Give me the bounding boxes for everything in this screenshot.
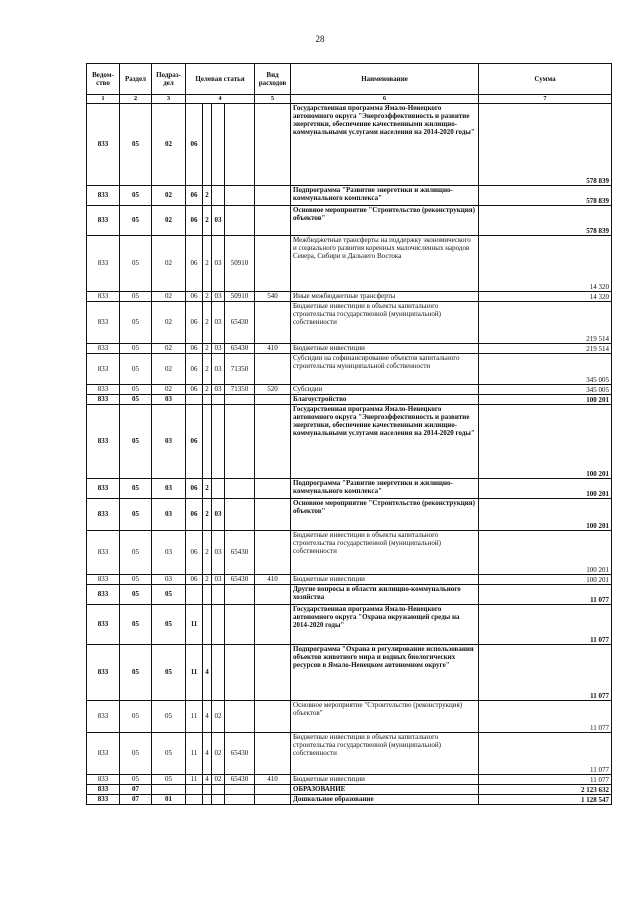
sum-cell: 100 201 xyxy=(479,405,612,479)
razdel-cell: 05 xyxy=(120,104,152,186)
table-row xyxy=(87,605,612,645)
target-program-cell: 11 xyxy=(186,605,203,645)
name-cell: Бюджетные инвестиции xyxy=(291,775,479,785)
vedomstvo-cell: 833 xyxy=(87,531,120,575)
target-direction-cell xyxy=(225,795,255,805)
expense-type-cell xyxy=(255,186,291,206)
podrazdel-cell: 02 xyxy=(152,236,186,292)
target-subprogram-cell: 2 xyxy=(203,344,212,354)
vedomstvo-cell: 833 xyxy=(87,605,120,645)
name-cell: Межбюджетные трансферты на поддержку экономического и социального развития коренных малочисленных народов Севера, Сибири и Дальнего Востока xyxy=(291,236,479,292)
target-subprogram-cell: 2 xyxy=(203,479,212,499)
sum-cell: 100 201 xyxy=(479,531,612,575)
target-activity-cell xyxy=(212,405,225,479)
column-number: 4 xyxy=(186,95,255,104)
target-direction-cell xyxy=(225,701,255,733)
name-cell: Субсидии на софинансирование объектов капитального строительства муниципальной собственности xyxy=(291,354,479,385)
sum-cell: 345 005 xyxy=(479,385,612,395)
target-direction-cell xyxy=(225,785,255,795)
vedomstvo-cell: 833 xyxy=(87,701,120,733)
sum-cell: 578 839 xyxy=(479,104,612,186)
expense-type-cell xyxy=(255,785,291,795)
target-program-cell: 06 xyxy=(186,292,203,302)
sum-cell: 2 123 632 xyxy=(479,785,612,795)
column-number: 6 xyxy=(291,95,479,104)
target-activity-cell: 02 xyxy=(212,701,225,733)
sum-cell: 11 077 xyxy=(479,605,612,645)
target-direction-cell: 71350 xyxy=(225,385,255,395)
target-program-cell: 06 xyxy=(186,499,203,531)
vedomstvo-cell: 833 xyxy=(87,733,120,775)
name-cell: Благоустройство xyxy=(291,395,479,405)
table-row xyxy=(87,385,612,395)
target-program-cell: 11 xyxy=(186,733,203,775)
target-program-cell: 06 xyxy=(186,575,203,585)
target-activity-cell: 03 xyxy=(212,302,225,344)
target-program-cell: 06 xyxy=(186,302,203,344)
vedomstvo-cell: 833 xyxy=(87,479,120,499)
budget-table xyxy=(86,63,612,805)
sum-cell: 14 320 xyxy=(479,236,612,292)
target-direction-cell xyxy=(225,499,255,531)
podrazdel-cell: 05 xyxy=(152,645,186,701)
target-program-cell: 06 xyxy=(186,385,203,395)
name-cell: Бюджетные инвестиции в объекты капитального строительства государственной (муниципальной) собственности xyxy=(291,531,479,575)
target-direction-cell: 65430 xyxy=(225,733,255,775)
podrazdel-cell: 03 xyxy=(152,499,186,531)
table-row xyxy=(87,531,612,575)
target-program-cell xyxy=(186,585,203,605)
razdel-cell: 05 xyxy=(120,605,152,645)
expense-type-cell xyxy=(255,354,291,385)
target-subprogram-cell xyxy=(203,795,212,805)
table-row xyxy=(87,302,612,344)
header-vedomstvo: Ведом-ство xyxy=(87,64,120,95)
sum-cell: 345 005 xyxy=(479,354,612,385)
target-subprogram-cell xyxy=(203,405,212,479)
name-cell: Иные межбюджетные трансферты xyxy=(291,292,479,302)
target-subprogram-cell: 2 xyxy=(203,236,212,292)
razdel-cell: 05 xyxy=(120,186,152,206)
sum-cell: 100 201 xyxy=(479,575,612,585)
sum-cell: 11 077 xyxy=(479,733,612,775)
target-subprogram-cell: 2 xyxy=(203,531,212,575)
vedomstvo-cell: 833 xyxy=(87,575,120,585)
column-number-row xyxy=(87,95,612,104)
sum-cell: 219 514 xyxy=(479,344,612,354)
expense-type-cell: 410 xyxy=(255,575,291,585)
expense-type-cell xyxy=(255,795,291,805)
expense-type-cell xyxy=(255,645,291,701)
table-row xyxy=(87,575,612,585)
sum-cell: 100 201 xyxy=(479,479,612,499)
target-activity-cell xyxy=(212,605,225,645)
table-row xyxy=(87,236,612,292)
sum-cell: 11 077 xyxy=(479,701,612,733)
razdel-cell: 05 xyxy=(120,733,152,775)
sum-cell: 100 201 xyxy=(479,395,612,405)
name-cell: Основное мероприятие "Строительство (реконструкция) объектов" xyxy=(291,499,479,531)
target-subprogram-cell: 2 xyxy=(203,575,212,585)
target-program-cell: 06 xyxy=(186,186,203,206)
table-row xyxy=(87,206,612,236)
table-row xyxy=(87,795,612,805)
podrazdel-cell: 03 xyxy=(152,531,186,575)
target-direction-cell: 65430 xyxy=(225,531,255,575)
podrazdel-cell: 02 xyxy=(152,186,186,206)
name-cell: Субсидии xyxy=(291,385,479,395)
sum-cell: 100 201 xyxy=(479,499,612,531)
target-direction-cell: 65430 xyxy=(225,575,255,585)
target-activity-cell xyxy=(212,585,225,605)
column-number: 5 xyxy=(255,95,291,104)
target-program-cell: 11 xyxy=(186,775,203,785)
expense-type-cell xyxy=(255,206,291,236)
target-direction-cell: 50910 xyxy=(225,292,255,302)
sum-cell: 1 128 547 xyxy=(479,795,612,805)
razdel-cell: 05 xyxy=(120,575,152,585)
podrazdel-cell: 03 xyxy=(152,575,186,585)
vedomstvo-cell: 833 xyxy=(87,499,120,531)
podrazdel-cell: 03 xyxy=(152,405,186,479)
target-subprogram-cell: 2 xyxy=(203,499,212,531)
target-subprogram-cell: 2 xyxy=(203,385,212,395)
expense-type-cell xyxy=(255,479,291,499)
column-number: 1 xyxy=(87,95,120,104)
expense-type-cell xyxy=(255,302,291,344)
target-subprogram-cell: 4 xyxy=(203,775,212,785)
name-cell: Другие вопросы в области жилищно-коммунального хозяйства xyxy=(291,585,479,605)
target-activity-cell: 03 xyxy=(212,206,225,236)
podrazdel-cell: 03 xyxy=(152,479,186,499)
sum-cell: 219 514 xyxy=(479,302,612,344)
target-subprogram-cell xyxy=(203,785,212,795)
sum-cell: 11 077 xyxy=(479,775,612,785)
table-row xyxy=(87,104,612,186)
razdel-cell: 05 xyxy=(120,302,152,344)
podrazdel-cell: 02 xyxy=(152,344,186,354)
column-number: 3 xyxy=(152,95,186,104)
podrazdel-cell: 05 xyxy=(152,701,186,733)
target-activity-cell xyxy=(212,795,225,805)
name-cell: Государственная программа Ямало-Ненецкого автономного округа "Охрана окружающей среды на 2014-2020 годы" xyxy=(291,605,479,645)
vedomstvo-cell: 833 xyxy=(87,385,120,395)
target-program-cell xyxy=(186,795,203,805)
expense-type-cell xyxy=(255,236,291,292)
vedomstvo-cell: 833 xyxy=(87,795,120,805)
name-cell: Подпрограмма "Развитие энергетики и жилищно-коммунального комплекса" xyxy=(291,186,479,206)
target-program-cell: 11 xyxy=(186,701,203,733)
target-subprogram-cell: 4 xyxy=(203,701,212,733)
name-cell: Государственная программа Ямало-Ненецкого автономного округа "Энергоэффективность и развитие энергетики, обеспечение качественными жилищно-коммунальными услугами населения на 2014-2020 годы" xyxy=(291,405,479,479)
target-subprogram-cell: 4 xyxy=(203,733,212,775)
sum-cell: 578 839 xyxy=(479,186,612,206)
podrazdel-cell: 02 xyxy=(152,292,186,302)
header-naimenovanie: Наименование xyxy=(291,64,479,95)
column-number: 2 xyxy=(120,95,152,104)
table-row xyxy=(87,344,612,354)
target-program-cell xyxy=(186,395,203,405)
target-subprogram-cell: 2 xyxy=(203,354,212,385)
vedomstvo-cell: 833 xyxy=(87,395,120,405)
razdel-cell: 05 xyxy=(120,499,152,531)
razdel-cell: 07 xyxy=(120,785,152,795)
target-direction-cell: 65430 xyxy=(225,344,255,354)
podrazdel-cell: 02 xyxy=(152,206,186,236)
name-cell: Подпрограмма "Охрана и регулирование использования объектов животного мира и водных биологических ресурсов в Ямало-Ненецком автономном округе" xyxy=(291,645,479,701)
target-program-cell: 06 xyxy=(186,206,203,236)
podrazdel-cell xyxy=(152,785,186,795)
expense-type-cell xyxy=(255,499,291,531)
vedomstvo-cell: 833 xyxy=(87,775,120,785)
target-subprogram-cell: 4 xyxy=(203,645,212,701)
table-row xyxy=(87,785,612,795)
header-podrazdel: Подраз-дел xyxy=(152,64,186,95)
target-program-cell: 06 xyxy=(186,531,203,575)
target-direction-cell xyxy=(225,605,255,645)
table-row xyxy=(87,733,612,775)
target-activity-cell xyxy=(212,186,225,206)
target-activity-cell: 03 xyxy=(212,344,225,354)
target-program-cell: 06 xyxy=(186,344,203,354)
vedomstvo-cell: 833 xyxy=(87,104,120,186)
razdel-cell: 05 xyxy=(120,354,152,385)
vedomstvo-cell: 833 xyxy=(87,344,120,354)
razdel-cell: 05 xyxy=(120,585,152,605)
podrazdel-cell: 03 xyxy=(152,395,186,405)
razdel-cell: 05 xyxy=(120,775,152,785)
expense-type-cell xyxy=(255,405,291,479)
razdel-cell: 05 xyxy=(120,395,152,405)
target-activity-cell: 03 xyxy=(212,499,225,531)
name-cell: Бюджетные инвестиции xyxy=(291,575,479,585)
vedomstvo-cell: 833 xyxy=(87,206,120,236)
target-activity-cell: 03 xyxy=(212,575,225,585)
target-subprogram-cell: 2 xyxy=(203,186,212,206)
target-activity-cell xyxy=(212,104,225,186)
expense-type-cell: 410 xyxy=(255,775,291,785)
razdel-cell: 05 xyxy=(120,645,152,701)
target-program-cell: 06 xyxy=(186,104,203,186)
podrazdel-cell: 02 xyxy=(152,385,186,395)
name-cell: Бюджетные инвестиции xyxy=(291,344,479,354)
target-activity-cell: 03 xyxy=(212,385,225,395)
expense-type-cell xyxy=(255,701,291,733)
name-cell: Бюджетные инвестиции в объекты капитального строительства государственной (муниципальной) собственности xyxy=(291,302,479,344)
name-cell: Основное мероприятие "Строительство (реконструкция) объектов" xyxy=(291,206,479,236)
expense-type-cell xyxy=(255,395,291,405)
sum-cell: 11 077 xyxy=(479,585,612,605)
podrazdel-cell: 05 xyxy=(152,733,186,775)
expense-type-cell xyxy=(255,104,291,186)
header-summa: Сумма xyxy=(479,64,612,95)
podrazdel-cell: 02 xyxy=(152,104,186,186)
razdel-cell: 07 xyxy=(120,795,152,805)
target-activity-cell xyxy=(212,785,225,795)
name-cell: Подпрограмма "Развитие энергетики и жилищно-коммунального комплекса" xyxy=(291,479,479,499)
podrazdel-cell: 02 xyxy=(152,354,186,385)
table-row xyxy=(87,775,612,785)
header-razdel: Раздел xyxy=(120,64,152,95)
razdel-cell: 05 xyxy=(120,236,152,292)
razdel-cell: 05 xyxy=(120,206,152,236)
vedomstvo-cell: 833 xyxy=(87,405,120,479)
target-direction-cell xyxy=(225,186,255,206)
target-subprogram-cell: 2 xyxy=(203,292,212,302)
vedomstvo-cell: 833 xyxy=(87,785,120,795)
podrazdel-cell: 01 xyxy=(152,795,186,805)
page-number: 28 xyxy=(315,34,325,44)
expense-type-cell: 410 xyxy=(255,344,291,354)
target-activity-cell xyxy=(212,395,225,405)
table-row xyxy=(87,499,612,531)
vedomstvo-cell: 833 xyxy=(87,585,120,605)
target-subprogram-cell xyxy=(203,395,212,405)
vedomstvo-cell: 833 xyxy=(87,645,120,701)
table-row xyxy=(87,292,612,302)
name-cell: Государственная программа Ямало-Ненецкого автономного округа "Энергоэффективность и развитие энергетики, обеспечение качественными жилищно-коммунальными услугами населения на 2014-2020 годы" xyxy=(291,104,479,186)
razdel-cell: 05 xyxy=(120,701,152,733)
header-celevaya-statya: Целевая статья xyxy=(186,64,255,95)
target-direction-cell: 65430 xyxy=(225,302,255,344)
vedomstvo-cell: 833 xyxy=(87,236,120,292)
target-program-cell: 06 xyxy=(186,354,203,385)
expense-type-cell xyxy=(255,585,291,605)
target-direction-cell: 50910 xyxy=(225,236,255,292)
table-row xyxy=(87,701,612,733)
table-row xyxy=(87,405,612,479)
sum-cell: 578 839 xyxy=(479,206,612,236)
target-subprogram-cell: 2 xyxy=(203,302,212,344)
vedomstvo-cell: 833 xyxy=(87,186,120,206)
razdel-cell: 05 xyxy=(120,531,152,575)
target-activity-cell: 03 xyxy=(212,292,225,302)
name-cell: Дошкольное образование xyxy=(291,795,479,805)
target-direction-cell xyxy=(225,645,255,701)
vedomstvo-cell: 833 xyxy=(87,292,120,302)
target-program-cell: 06 xyxy=(186,405,203,479)
podrazdel-cell: 05 xyxy=(152,775,186,785)
target-subprogram-cell xyxy=(203,605,212,645)
razdel-cell: 05 xyxy=(120,385,152,395)
table-row xyxy=(87,186,612,206)
target-activity-cell: 02 xyxy=(212,733,225,775)
podrazdel-cell: 02 xyxy=(152,302,186,344)
header-row xyxy=(87,64,612,95)
expense-type-cell xyxy=(255,733,291,775)
target-program-cell: 11 xyxy=(186,645,203,701)
expense-type-cell xyxy=(255,531,291,575)
table-row xyxy=(87,354,612,385)
target-activity-cell: 03 xyxy=(212,236,225,292)
sum-cell: 11 077 xyxy=(479,645,612,701)
target-direction-cell xyxy=(225,479,255,499)
vedomstvo-cell: 833 xyxy=(87,354,120,385)
table-row xyxy=(87,585,612,605)
target-direction-cell xyxy=(225,395,255,405)
table-row xyxy=(87,645,612,701)
target-activity-cell: 02 xyxy=(212,775,225,785)
header-vid-rashodov: Вид расходов xyxy=(255,64,291,95)
razdel-cell: 05 xyxy=(120,344,152,354)
razdel-cell: 05 xyxy=(120,292,152,302)
target-direction-cell: 71350 xyxy=(225,354,255,385)
target-subprogram-cell xyxy=(203,585,212,605)
vedomstvo-cell: 833 xyxy=(87,302,120,344)
podrazdel-cell: 05 xyxy=(152,605,186,645)
target-direction-cell xyxy=(225,206,255,236)
target-program-cell xyxy=(186,785,203,795)
expense-type-cell: 540 xyxy=(255,292,291,302)
expense-type-cell: 520 xyxy=(255,385,291,395)
name-cell: ОБРАЗОВАНИЕ xyxy=(291,785,479,795)
name-cell: Основное мероприятие "Строительство (реконструкция) объектов" xyxy=(291,701,479,733)
target-activity-cell: 03 xyxy=(212,354,225,385)
target-subprogram-cell xyxy=(203,104,212,186)
expense-type-cell xyxy=(255,605,291,645)
target-subprogram-cell: 2 xyxy=(203,206,212,236)
target-program-cell: 06 xyxy=(186,479,203,499)
target-direction-cell xyxy=(225,585,255,605)
target-activity-cell xyxy=(212,645,225,701)
table-row xyxy=(87,479,612,499)
target-program-cell: 06 xyxy=(186,236,203,292)
podrazdel-cell: 05 xyxy=(152,585,186,605)
table-row xyxy=(87,395,612,405)
target-direction-cell xyxy=(225,104,255,186)
target-direction-cell xyxy=(225,405,255,479)
target-activity-cell xyxy=(212,479,225,499)
name-cell: Бюджетные инвестиции в объекты капитального строительства государственной (муниципальной) собственности xyxy=(291,733,479,775)
razdel-cell: 05 xyxy=(120,405,152,479)
column-number: 7 xyxy=(479,95,612,104)
target-activity-cell: 03 xyxy=(212,531,225,575)
sum-cell: 14 320 xyxy=(479,292,612,302)
target-direction-cell: 65430 xyxy=(225,775,255,785)
razdel-cell: 05 xyxy=(120,479,152,499)
